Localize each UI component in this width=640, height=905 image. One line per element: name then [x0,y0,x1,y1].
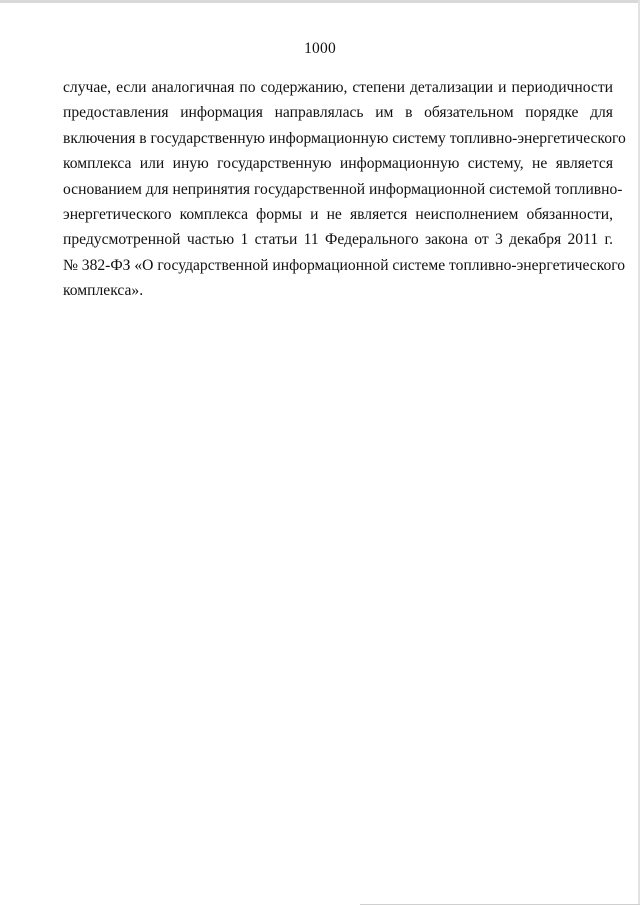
paragraph-line: включения в государственную информационную систему топливно-энергетического [63,129,626,147]
paragraph-line: № 382-ФЗ «О государственной информационной системе топливно-энергетического [63,256,626,274]
paragraph-line: предоставления информация направлялась им в обязательном порядке для [63,104,613,122]
paragraph-line: предусмотренной частью 1 статьи 11 Федерального закона от 3 декабря 2011 г. [63,231,613,249]
paragraph-line: комплекса или иную государственную информационную систему, не является [63,155,613,173]
paragraph-line: комплекса». [63,282,144,300]
page-number: 1000 [304,40,336,57]
paragraph-line: основанием для непринятия государственной информационной системой топливно- [63,180,623,198]
paragraph-line: энергетического комплекса формы и не является неисполнением обязанности, [63,205,613,223]
scan-edge-top [0,0,640,3]
paragraph-line: случае, если аналогичная по содержанию, степени детализации и периодичности [63,79,613,96]
body-paragraph [63,75,626,304]
